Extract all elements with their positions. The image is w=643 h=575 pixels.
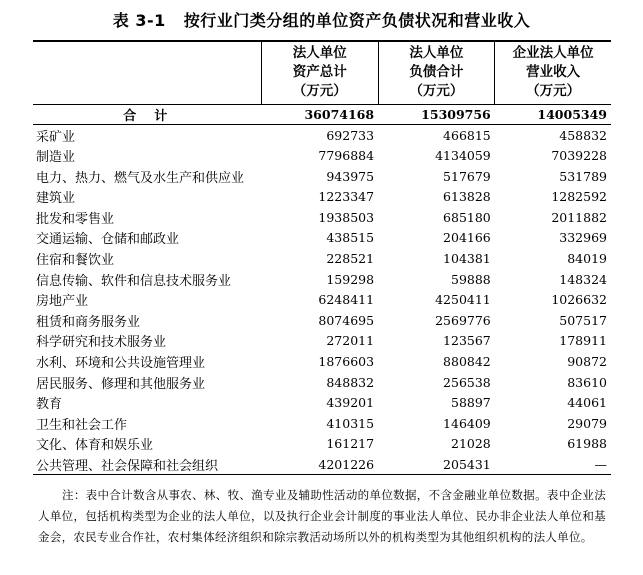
table-row (33, 392, 611, 413)
assets-value: 7796884 (318, 147, 375, 163)
total-assets-value: 36074168 (261, 104, 378, 125)
liabilities-value: 466815 (443, 127, 491, 143)
assets-value: 161217 (326, 436, 375, 452)
table-row (33, 310, 611, 331)
industry-name: 教育 (36, 397, 63, 413)
header-line: 负债合计 (409, 64, 464, 81)
table-number: 表 3-1 (112, 11, 166, 30)
assets-value: 1223347 (318, 189, 375, 205)
revenue-value: 531789 (559, 168, 607, 184)
statistics-table (33, 40, 611, 475)
table-row (33, 269, 611, 290)
header-line: 法人单位 (292, 45, 347, 62)
industry-name: 居民服务、修理和其他服务业 (36, 376, 206, 392)
industry-name: 制造业 (36, 149, 76, 165)
revenue-value: — (495, 454, 611, 475)
industry-name: 批发和零售业 (36, 211, 115, 227)
table-footnote: 注：表中合计数含从事农、林、牧、渔专业及辅助性活动的单位数据，不含金融业单位数据。表中企业法人单位，包括机构类型为企业的法人单位，以及执行企业会计制度的事业法人单位、民办非企业法人单位和基金会，农民专业合作社，农村集体经济组织和除宗教活动场所以外的机构类型为其他组织机构的法人单位。 (38, 488, 606, 544)
table-row (33, 289, 611, 310)
liabilities-value: 58897 (451, 395, 491, 411)
table-title (0, 8, 643, 31)
revenue-value: 61988 (567, 436, 607, 452)
table-title-text: 按行业门类分组的单位资产负债状况和营业收入 (183, 11, 531, 30)
revenue-value: 458832 (559, 127, 607, 143)
total-row (33, 104, 611, 125)
assets-value: 848832 (326, 374, 375, 390)
header-row (33, 41, 611, 104)
assets-value: 943975 (326, 168, 375, 184)
assets-value: 4201226 (261, 454, 378, 475)
liabilities-value: 4250411 (435, 292, 491, 308)
industry-name: 文化、体育和娱乐业 (36, 438, 154, 454)
header-line: 企业法人单位 (512, 45, 594, 62)
table-row (33, 207, 611, 228)
assets-value: 1876603 (318, 353, 375, 369)
revenue-value: 148324 (559, 271, 607, 287)
revenue-value: 332969 (559, 230, 607, 246)
industry-name: 公共管理、社会保障和社会组织 (33, 454, 261, 475)
header-line: （万元） (526, 83, 581, 100)
industry-name: 采矿业 (36, 129, 76, 145)
assets-value: 692733 (326, 127, 375, 143)
liabilities-value: 205431 (378, 454, 495, 475)
industry-name: 租赁和商务服务业 (36, 314, 141, 330)
total-revenue-value: 14005349 (495, 104, 611, 125)
table-row (33, 331, 611, 352)
liabilities-value: 613828 (443, 189, 491, 205)
table-header (33, 41, 611, 104)
header-line: 营业收入 (526, 64, 581, 81)
industry-name: 建筑业 (36, 191, 76, 207)
table-row (33, 351, 611, 372)
assets-value: 159298 (326, 271, 375, 287)
table-body (33, 104, 611, 475)
revenue-value: 507517 (559, 312, 607, 328)
header-total-assets (261, 41, 378, 104)
table-row (33, 434, 611, 455)
revenue-value: 29079 (567, 415, 607, 431)
header-line: 资产总计 (292, 64, 347, 81)
industry-name: 住宿和餐饮业 (36, 252, 115, 268)
revenue-value: 2011882 (551, 209, 607, 225)
liabilities-value: 256538 (443, 374, 491, 390)
table-row (33, 248, 611, 269)
liabilities-value: 517679 (443, 168, 491, 184)
liabilities-value: 4134059 (435, 147, 491, 163)
liabilities-value: 685180 (443, 209, 491, 225)
assets-value: 6248411 (318, 292, 375, 308)
revenue-value: 1026632 (551, 292, 607, 308)
assets-value: 1938503 (318, 209, 375, 225)
assets-value: 439201 (326, 395, 375, 411)
revenue-value: 1282592 (551, 189, 607, 205)
industry-name: 交通运输、仓储和邮政业 (36, 232, 180, 248)
header-line: 法人单位 (409, 45, 464, 62)
table-row (33, 372, 611, 393)
revenue-value: 44061 (567, 395, 607, 411)
revenue-value: 83610 (567, 374, 607, 390)
table-row (33, 125, 611, 146)
assets-value: 228521 (326, 250, 375, 266)
liabilities-value: 123567 (443, 333, 491, 349)
header-line: （万元） (409, 83, 464, 100)
liabilities-value: 104381 (443, 250, 491, 266)
industry-name: 卫生和社会工作 (36, 417, 128, 433)
revenue-value: 90872 (567, 353, 607, 369)
table-row (33, 228, 611, 249)
liabilities-value: 880842 (443, 353, 491, 369)
industry-name: 房地产业 (36, 294, 89, 310)
industry-name: 水利、环境和公共设施管理业 (36, 355, 206, 371)
total-liabilities-value: 15309756 (378, 104, 495, 125)
assets-value: 272011 (326, 333, 375, 349)
liabilities-value: 2569776 (435, 312, 491, 328)
header-line: （万元） (292, 83, 347, 100)
assets-value: 8074695 (318, 312, 375, 328)
header-total-liabilities (378, 41, 495, 104)
liabilities-value: 204166 (443, 230, 491, 246)
header-operating-revenue (495, 41, 611, 104)
table-row (33, 145, 611, 166)
liabilities-value: 59888 (451, 271, 491, 287)
header-blank (33, 41, 261, 104)
liabilities-value: 146409 (443, 415, 491, 431)
revenue-value: 178911 (559, 333, 607, 349)
industry-name: 科学研究和技术服务业 (36, 335, 167, 351)
industry-name: 信息传输、软件和信息技术服务业 (36, 273, 232, 289)
revenue-value: 84019 (567, 250, 607, 266)
assets-value: 410315 (326, 415, 375, 431)
table-row (33, 166, 611, 187)
assets-value: 438515 (326, 230, 375, 246)
revenue-value: 7039228 (551, 147, 607, 163)
table-row (33, 454, 611, 475)
liabilities-value: 21028 (451, 436, 491, 452)
total-label: 合计 (33, 104, 261, 125)
table-row (33, 186, 611, 207)
industry-name: 电力、热力、燃气及水生产和供应业 (36, 170, 245, 186)
table-row (33, 413, 611, 434)
